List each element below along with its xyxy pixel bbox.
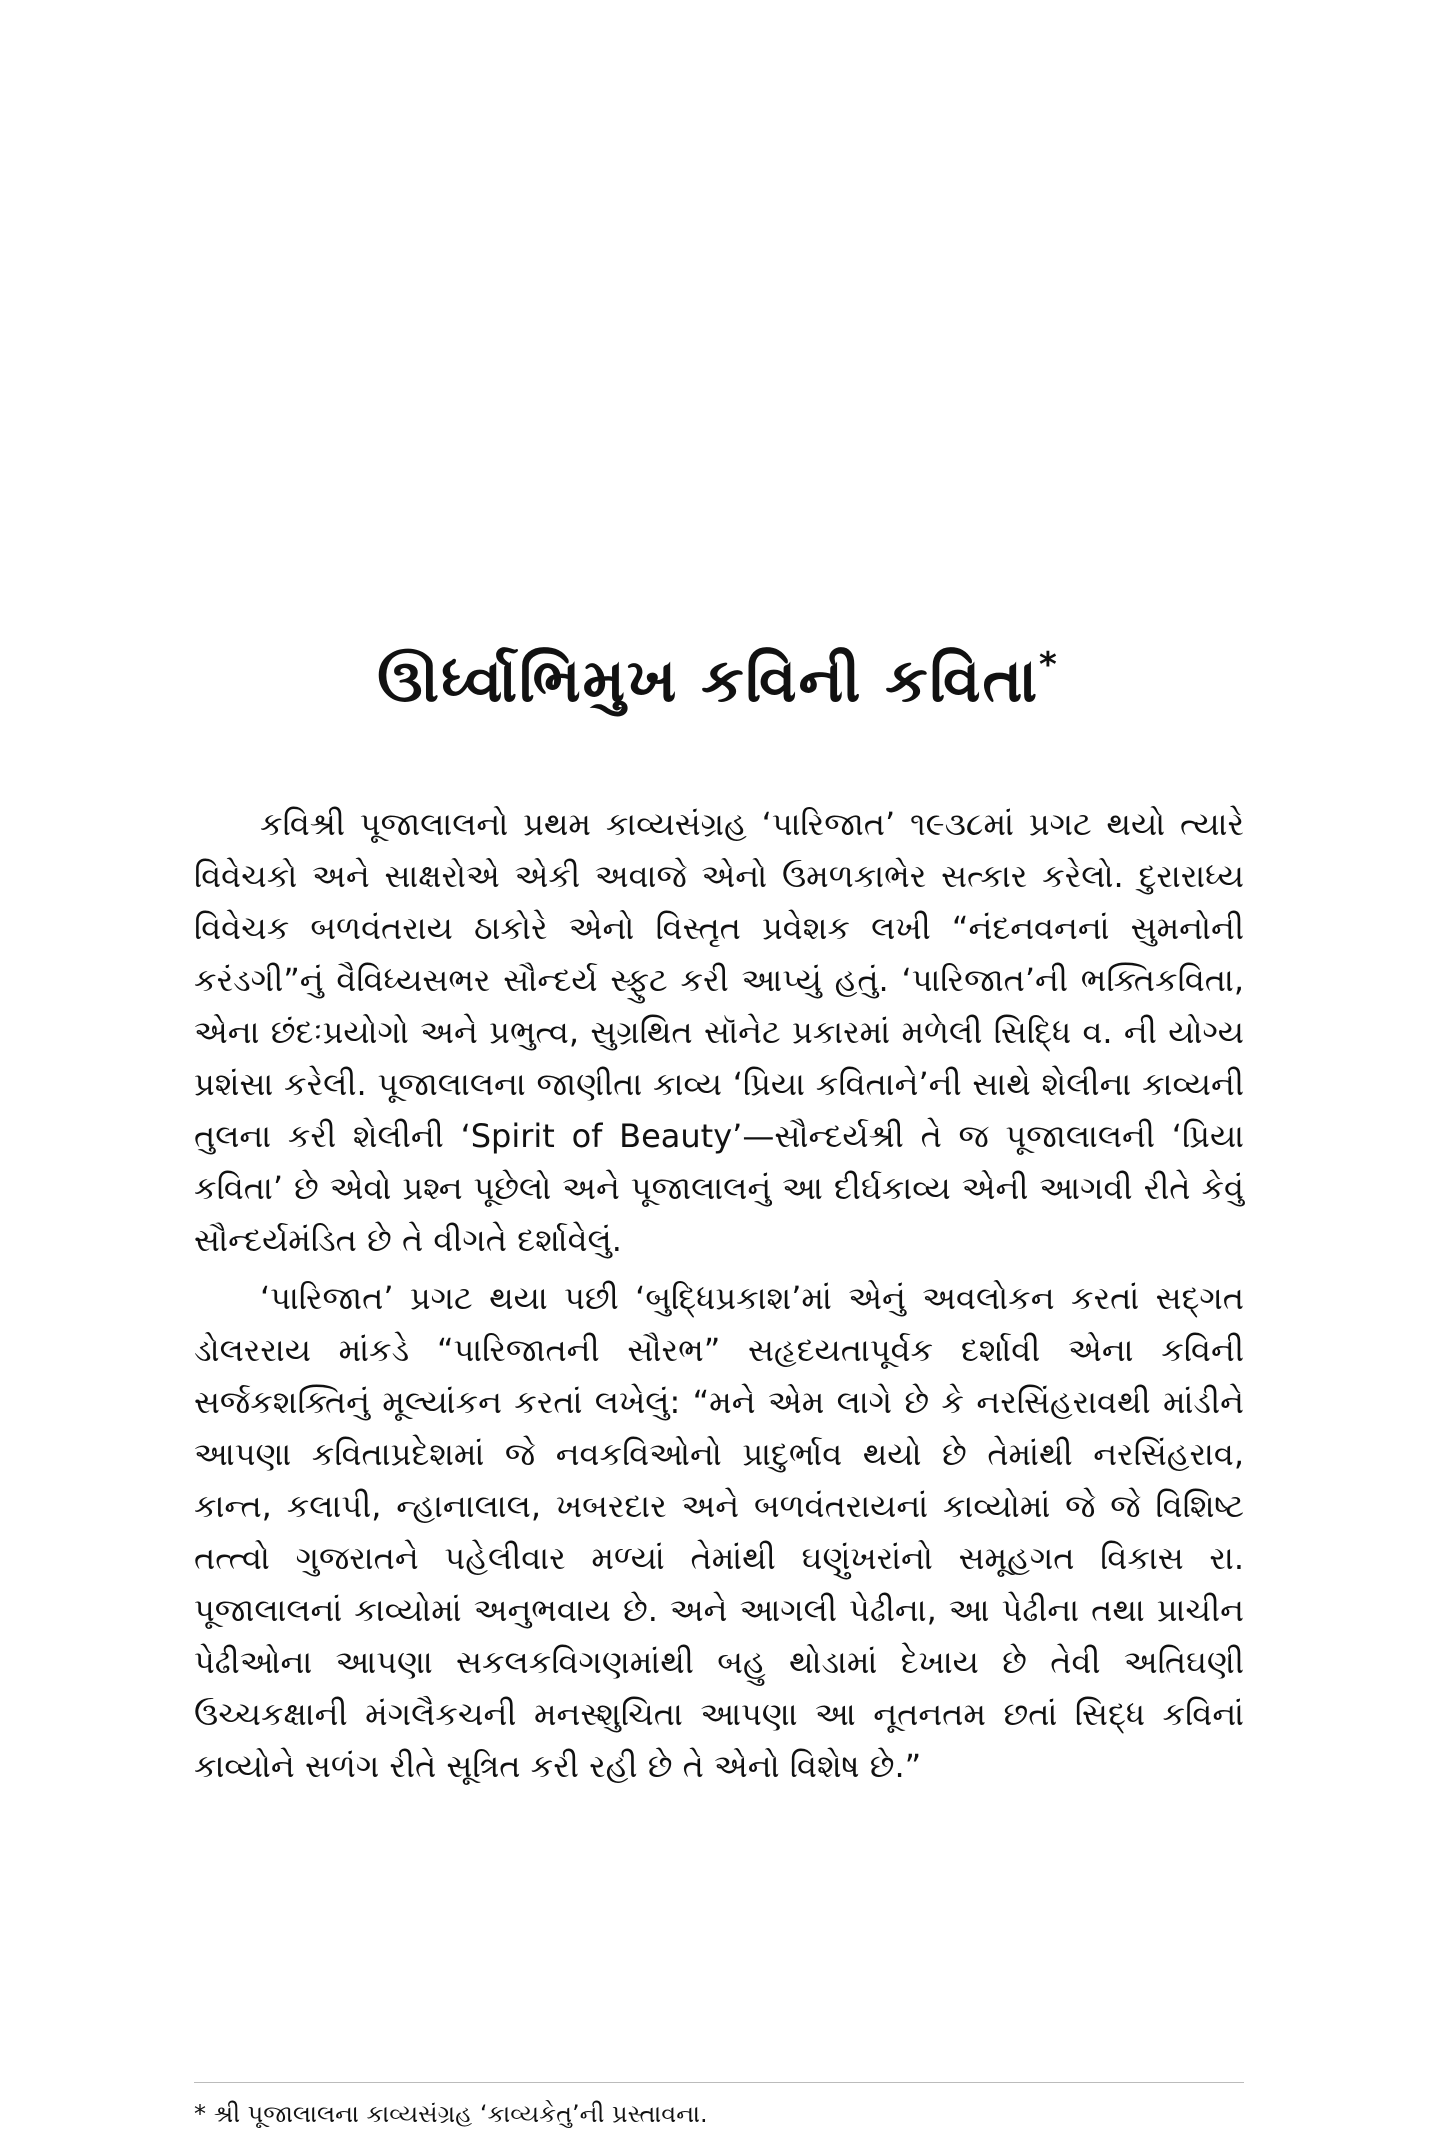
article-body (194, 798, 1244, 1792)
paragraph-2: ‘પારિજાત’ પ્રગટ થયા પછી ‘બુદ્ધિપ્રકાશ’માં એનું અવલોકન કરતાં સદ્‌ગત ડોલરરાય માંકડે “પારિજાતની સૌરભ” સહૃદયતાપૂર્વક દર્શાવી એના કવિની સર્જકશક્તિનું મૂલ્યાંકન કરતાં લખેલું: “મને એમ લાગે છે કે નરસિંહરાવથી માંડીને આપણા કવિતાપ્રદેશમાં જે નવકવિઓનો પ્રાદુર્ભાવ થયો છે તેમાંથી નરસિંહરાવ, કાન્ત, કલાપી, ન્હાનાલાલ, ખબરદાર અને બળવંતરાયનાં કાવ્યોમાં જે જે વિશિષ્ટ તત્ત્વો ગુજરાતને પહેલીવાર મળ્યાં તેમાંથી ઘણુંખરાંનો સમૂહગત વિકાસ રા. પૂજાલાલનાં કાવ્યોમાં અનુભવાય છે. અને આગલી પેઢીના, આ પેઢીના તથા પ્રાચીન પેઢીઓના આપણા સકલકવિગણમાંથી બહુ થોડામાં દેખાય છે તેવી અતિઘણી ઉચ્ચકક્ષાની મંગલૈકચની મનસ્શુચિતા આપણા આ નૂતનતમ છતાં સિદ્ધ કવિનાં કાવ્યોને સળંગ રીતે સૂત્રિત કરી રહી છે તે એનો વિશેષ છે.” (194, 1279, 1244, 1785)
title-footnote-mark: * (1039, 645, 1059, 686)
footnote: * શ્રી પૂજાલાલના કાવ્યસંગ્રહ ‘કાવ્યકેતુ’ની પ્રસ્તાવના. (194, 2100, 708, 2128)
paragraph-1: કવિશ્રી પૂજાલાલનો પ્રથમ કાવ્યસંગ્રહ ‘પારિજાત’ ૧૯૩૮માં પ્રગટ થયો ત્યારે વિવેચકો અને સાક્ષરોએ એકી અવાજે એનો ઉમળકાભેર સત્કાર કરેલો. દુરારાધ્ય વિવેચક બળવંતરાય ઠાકોરે એનો વિસ્તૃત પ્રવેશક લખી “નંદનવનનાં સુમનોની કરંડગી”નું વૈવિધ્યસભર સૌન્દર્ય સ્ફુટ કરી આપ્યું હતું. ‘પારિજાત’ની ભક્તિકવિતા, એના છંદઃપ્રયોગો અને પ્રભુત્વ, સુગ્રથિત સૉનેટ પ્રકારમાં મળેલી સિદ્ધિ વ. ની યોગ્ય પ્રશંસા કરેલી. પૂજાલાલના જાણીતા કાવ્ય ‘પ્રિયા કવિતાને’ની સાથે શેલીના કાવ્યની તુલના કરી શેલીની ‘Spirit of Beauty’—સૌન્દર્યશ્રી તે જ પૂજાલાલની ‘પ્રિયા કવિતા’ છે એવો પ્રશ્ન પૂછેલો અને પૂજાલાલનું આ દીર્ઘકાવ્ય એની આગવી રીતે કેવું સૌન્દર્યમંડિત છે તે વીગતે દર્શાવેલું. (194, 805, 1244, 1259)
page-title (0, 645, 1436, 717)
footnote-divider (194, 2082, 1244, 2083)
title-text: ઊર્ધ્વાભિમુખ કવિની કવિતા (377, 646, 1040, 717)
